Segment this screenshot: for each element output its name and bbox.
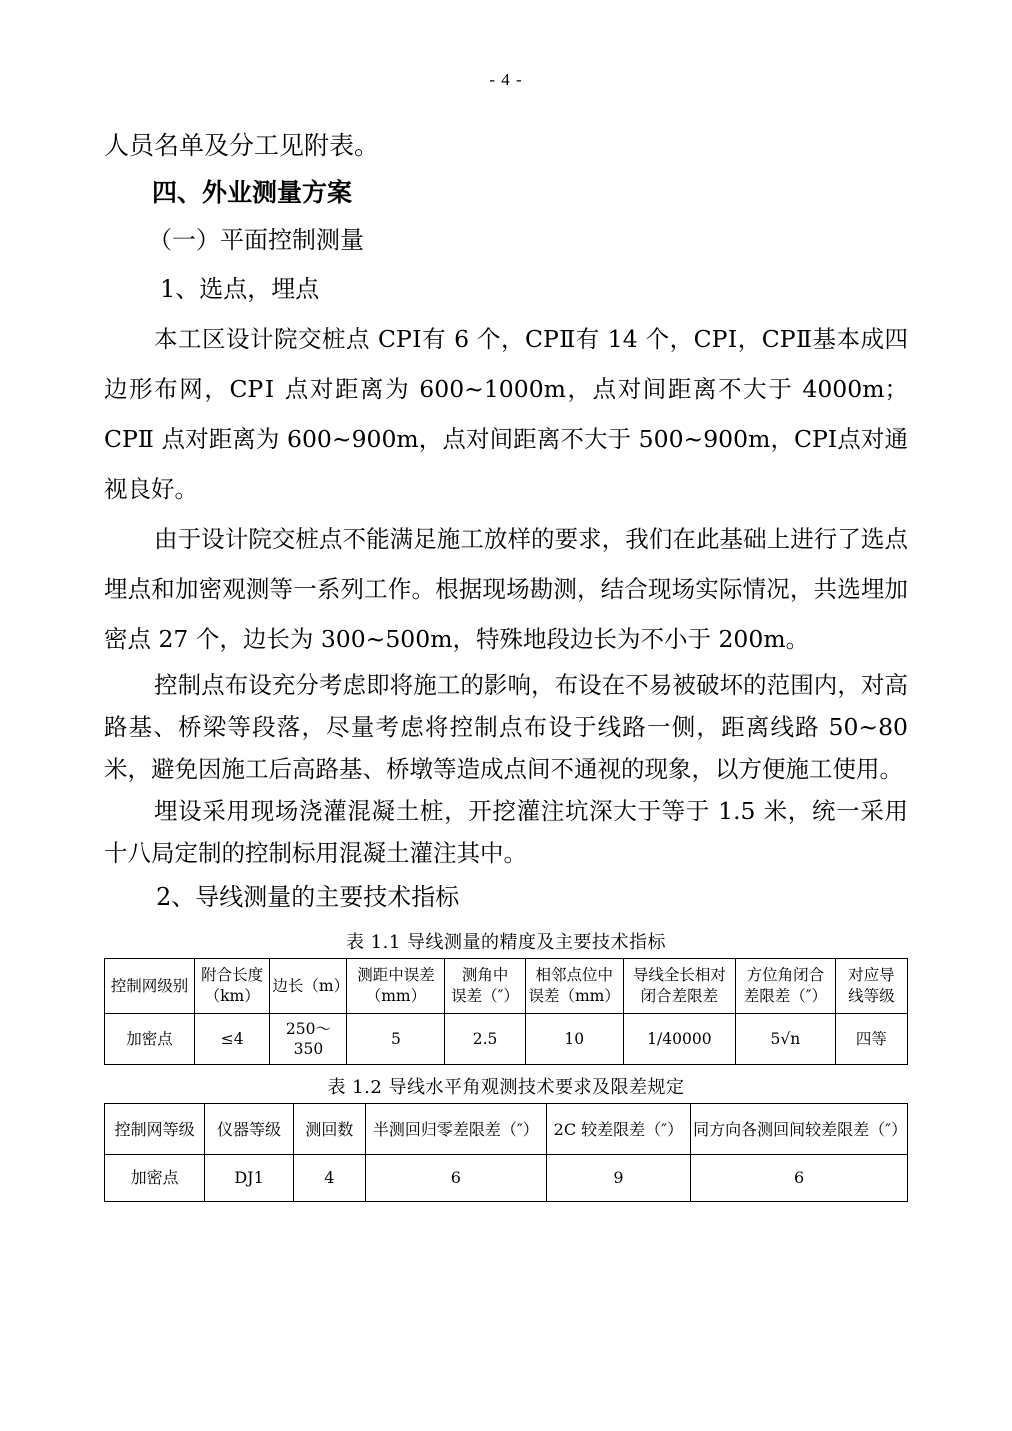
table2-header-cell-2: 测回数	[293, 1104, 365, 1155]
table1-cell-0-1: ≤4	[194, 1014, 269, 1065]
table2-header-cell-3: 半测回归零差限差（″）	[365, 1104, 546, 1155]
table2-header-cell-5: 同方向各测回间较差限差（″）	[691, 1104, 908, 1155]
table1-cell-0-8: 四等	[835, 1014, 907, 1065]
hdr-line: 控制网级别	[110, 976, 189, 995]
hdr-line: （km）	[204, 987, 260, 1005]
hdr-line: 测角中	[461, 966, 509, 984]
table2-cell-0-0: 加密点	[105, 1155, 205, 1202]
hdr-line: 附合长度	[201, 966, 264, 984]
hdr-line: 相邻点位中	[535, 966, 613, 984]
table1-header-cell-5	[525, 959, 623, 1014]
table1-header-cell-2	[270, 959, 350, 1014]
table-row-header	[105, 1104, 908, 1155]
section-heading-four: 四、外业测量方案	[152, 178, 353, 207]
table-row	[105, 1155, 908, 1202]
table2-cell-0-3: 6	[365, 1155, 546, 1202]
table1-cell-0-6: 1/40000	[623, 1014, 735, 1065]
table1-cell-0-5: 10	[525, 1014, 623, 1065]
paragraph-intro: 人员名单及分工见附表。	[104, 131, 380, 160]
table-row	[105, 1014, 908, 1065]
hdr-line: （mm）	[365, 987, 427, 1005]
page-number: - 4 -	[489, 70, 523, 89]
table-horizontal-angle-observation	[104, 1103, 908, 1202]
table2-cell-0-1: DJ1	[205, 1155, 293, 1202]
table1-cell-0-4: 2.5	[445, 1014, 525, 1065]
hdr-line: 误差（″）	[451, 987, 519, 1005]
hdr-line: 边长（m）	[272, 976, 350, 995]
table1-cell-0-7: 5√n	[736, 1014, 836, 1065]
table1-header-cell-4	[445, 959, 525, 1014]
hdr-line: 导线全长相对	[632, 966, 726, 984]
hdr-line: 误差（mm）	[528, 987, 620, 1005]
hdr-line: 方位角闭合	[746, 966, 825, 984]
table2-cell-0-2: 4	[293, 1155, 365, 1202]
table1-cell-0-2: 250～350	[270, 1014, 347, 1065]
table1-header-cell-1	[194, 959, 269, 1014]
paragraph-concrete-pile: 埋设采用现场浇灌混凝土桩，开挖灌注坑深大于等于 1.5 米，统一采用十八局定制的控制标用混凝土灌注其中。	[104, 797, 908, 867]
table2-block	[104, 1073, 908, 1202]
paragraph-control-point-layout: 控制点布设充分考虑即将施工的影响，布设在不易被破坏的范围内，对高路基、桥梁等段落，尽量考虑将控制点布设于线路一侧，距离线路 50~80 米，避免因施工后高路基、桥墩等造成点间不通视的现象，以方便施工使用。	[104, 671, 908, 783]
table2-header-cell-1: 仪器等级	[205, 1104, 293, 1155]
table1-header-cell-7	[736, 959, 836, 1014]
paragraph-encryption-points: 由于设计院交桩点不能满足施工放样的要求，我们在此基础上进行了选点埋点和加密观测等一系列工作。根据现场勘测，结合现场实际情况，共选埋加密点 27 个，边长为 300~500m，特殊地段边长为不小于 200m。	[104, 525, 908, 653]
hdr-line: 测距中误差	[357, 966, 435, 984]
hdr-line: 差限差（″）	[743, 987, 827, 1005]
table1-header-cell-0	[105, 959, 195, 1014]
table1-cell-0-3: 5	[347, 1014, 445, 1065]
paragraph-cp-points: 本工区设计院交桩点 CPⅠ有 6 个，CPⅡ有 14 个，CPⅠ，CPⅡ基本成四边形布网，CPⅠ 点对距离为 600~1000m，点对间距离不大于 4000m；CPⅡ 点对距离为 600~900m，点对间距离不大于 500~900m，CPⅠ点对通视良好。	[104, 325, 908, 503]
item-heading-1: 1、选点，埋点	[160, 275, 320, 303]
table-row-header	[105, 959, 908, 1014]
hdr-line: 线等级	[848, 987, 895, 1005]
table1-header-cell-3	[347, 959, 445, 1014]
table1-caption: 表 1.1 导线测量的精度及主要技术指标	[345, 932, 667, 953]
table2-caption: 表 1.2 导线水平角观测技术要求及限差规定	[327, 1077, 685, 1098]
table1-block	[104, 928, 908, 1065]
table1-header-cell-8	[835, 959, 907, 1014]
table2-cell-0-5: 6	[691, 1155, 908, 1202]
table-traverse-precision	[104, 958, 908, 1065]
hdr-line: 闭合差限差	[640, 987, 719, 1005]
hdr-line: 对应导	[848, 966, 895, 984]
table2-header-cell-0: 控制网等级	[105, 1104, 205, 1155]
table1-cell-0-0: 加密点	[105, 1014, 195, 1065]
table2-cell-0-4: 9	[546, 1155, 691, 1202]
subsection-heading-one: （一）平面控制测量	[148, 226, 364, 254]
item-heading-2: 2、导线测量的主要技术指标	[156, 883, 460, 911]
table1-header-cell-6	[623, 959, 735, 1014]
table2-header-cell-4: 2C 较差限差（″）	[546, 1104, 691, 1155]
